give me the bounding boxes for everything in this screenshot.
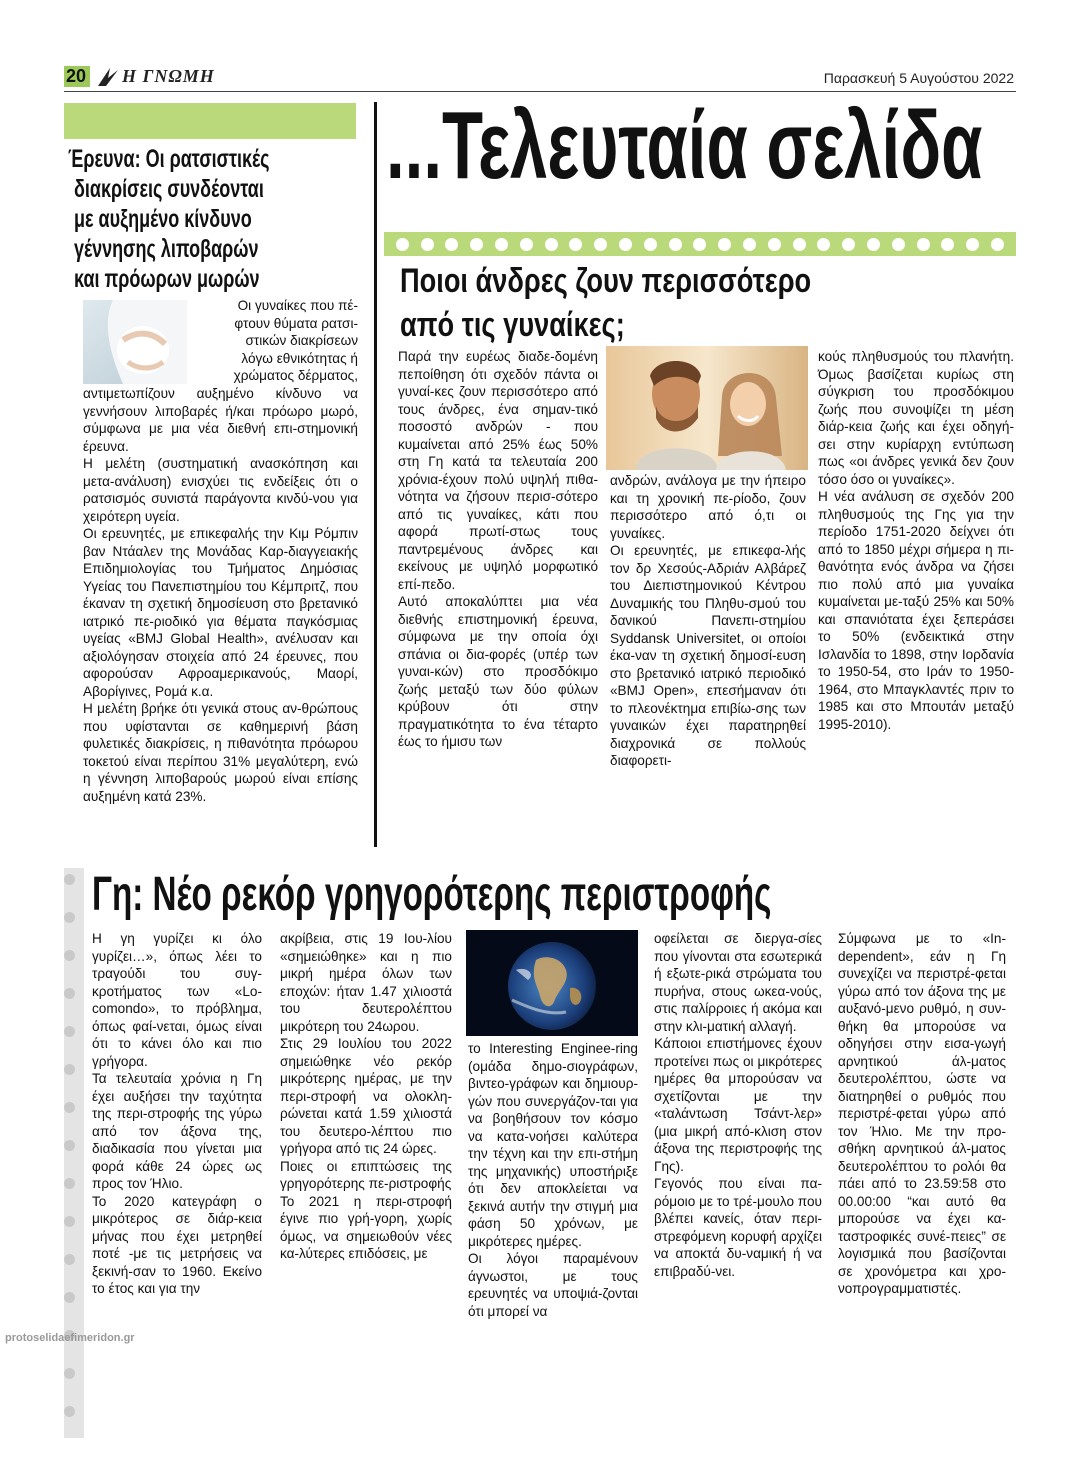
pregnant-woman-photo <box>83 300 187 384</box>
section-title: ...Τελευταία σελίδα <box>386 92 983 199</box>
paragraph: Το 2020 κατεγράφη ο μικρότερος σε διάρ-κεια μήνας που έχει μετρηθεί ποτέ -με τις μετρήσεις να ξεκινή-σαν το 1960. Εκείνο το έτος και για την <box>92 1193 262 1296</box>
left-article-green-bar <box>64 103 356 139</box>
paragraph: Οι ερευνητές, με επικεφαλής την Κιμ Ρόμπιν βαν Ντάαλεν της Μονάδας Καρ-διαγγειακής Επιδημιολογίας του Τμήματος Δημόσιας Υγείας του Πανεπιστημίου του Κέμπριτζ, που έκαναν τη σχετική δημοσίευση στο βρετανικό ιατρικό πε-ριοδικό για θέματα παγκόσμιας υγείας «BMJ Global Health», ανέλυσαν και αξιολόγησαν στοιχεία από 24 έρευνες, που αφορούσαν Αφροαμερικανούς, Μαορί, Αβορίγινες, Ρομά κ.α. <box>83 526 358 699</box>
paragraph: Στις 29 Ιουλίου του 2022 σημειώθηκε νέο ρεκόρ μικρότερης ημέρας, με την περι-στροφή να ολοκλη-ρώνεται κατά 1.59 χιλιοστά του δευτερο-λέπτου πιο γρήγορα από τις 24 ώρες. <box>280 1036 452 1156</box>
paragraph: Οι ερευνητές, με επικεφα-λής τον δρ Χεσούς-Αδριάν Αλβάρεζ του Διεπιστημονικού Κέντρου Δυναμικής του Πληθυ-σμού του δανικού Πανεπι-στημίου Syddansk Universitet, οι οποίοι έκα-ναν τη σχετική δημοσί-ευση στο βρετανικό ιατρικό περιοδικό «BMJ Open», επεσήμαναν ότι το πλεονέκτημα επιβίω-σης των γυναικών έχει παρατηρηθεί διαχρονικά σε πολλούς διαφορετι- <box>610 543 806 768</box>
paragraph: Παρά την ευρέως διαδε-δομένη πεποίθηση ότι σχεδόν πάντα οι γυναί-κες ζουν περισσότερο από τους άνδρες, ένα σημαν-τικό ποσοστό ανδρών - που κυμαίνεται από 25% έως 50% στη Γη κατά τα τελευταία 200 χρόνια-έχουν πολύ υψηλή πιθα-νότητα να ζήσουν περισ-σότερο από τις γυναίκες, κάτι που αφορά πρωτί-στως τους παντρεμένους άνδρες και εκείνους με υψηλό μορφωτικό επί-πεδο. <box>398 349 598 592</box>
intro-line: χρώματος δέρματος, <box>233 368 358 383</box>
page-number: 20 <box>66 66 87 86</box>
paragraph: Αυτό αποκαλύπτει μια νέα διεθνής επιστημονική έρευνα, σύμφωνα με την οποία όχι σπάνια οι δια-φορές (υπέρ των γυναι-κών) στο προσδόκιμο ζωής μεταξύ των δύο φύλων κρύβουν ότι στην πραγματικότητα το ένα τέταρτο έως το ήμισυ των <box>398 594 598 749</box>
paper-name: Η ΓΝΩΜΗ <box>122 66 215 86</box>
earth-article-col5 <box>838 930 1006 1298</box>
earth-article-col3 <box>468 1040 638 1320</box>
intro-line: στικών διακρίσεων <box>245 333 358 348</box>
intro-line: φτουν θύματα ρατσι- <box>234 315 358 331</box>
paragraph: αντιμετωπίζουν αυξημένο κίνδυνο να γεννήσουν λιποβαρές ή/και πρόωρο μωρό, σύμφωνα με μια νέα διεθνή επι-στημονική έρευνα. <box>83 386 358 454</box>
column-divider <box>374 102 377 847</box>
paragraph: Σύμφωνα με το «In-dependent», εάν η Γη συνεχίζει να περιστρέ-φεται γύρω από τον άξονα της με αυξανό-μενο ρυθμό, η συν-θήκη θα μπορούσε να οδηγήσει στην εισα-γωγή αρνητικού άλ-ματος δευτερολέπτου, ώστε να διατηρηθεί ο ρυθμός που περιστρέ-φεται γύρω από τον Ήλιο. Με την προ-σθήκη αρνητικού άλ-ματος δευτερολέπτου το ρολόι θα πάει από το 23.59:58 στο 00.00:00 “και αυτό θα μπορούσε να έχει κα-ταστροφικές συνέ-πειες” σε λογισμικά που βασίζονται σε χρονόμετρα και χρο-νοπρογραμματιστές. <box>838 931 1006 1296</box>
men-article-col2 <box>610 472 806 770</box>
header-date: Παρασκευή 5 Αυγούστου 2022 <box>823 70 1014 86</box>
paragraph: ακρίβεια, στις 19 Ιου-λίου «σημειώθηκε» και η πιο μικρή ημέρα όλων των εποχών: ήταν 1.47 χιλιοστά του δευτερολέπτου μικρότερη του 24ωρου. <box>280 931 452 1034</box>
paragraph: Η μελέτη (συστηματική ανασκόπηση και μετα-ανάλυση) ενισχύει τις ενδείξεις ότι ο ρατσισμός συνιστά παράγοντα κινδύ-νου για χειρότερη υγεία. <box>83 456 358 524</box>
left-title-line: Έρευνα: Οι ρατσιστικές <box>68 145 270 173</box>
paragraph: Η μελέτη βρήκε ότι γενικά στους αν-θρώπους που υφίστανται σε καθημερινή βάση φυλετικές διακρίσεις, η πιθανότητα πρόωρου τοκετού είναι περίπου 31% μεγαλύτερη, ενώ η γέννηση λιποβαρούς μωρού είναι επίσης αυξημένη κατά 23%. <box>83 701 358 804</box>
left-title-line: και πρόωρων μωρών <box>74 265 260 293</box>
paragraph: Γεγονός που είναι πα-ρόμοιο με το τρέ-μουλο που βλέπει κανείς, όταν περι-στρεφόμενη κορυφή αρχίζει να αποκτά δυ-ναμική ή να επιβραδύ-νει. <box>654 1176 822 1279</box>
watermark: protoselidaefimeridon.gr <box>5 1332 135 1344</box>
left-article-body <box>83 385 358 805</box>
paragraph: ανδρών, ανάλογα με την ήπειρο και τη χρονική πε-ρίοδο, ζουν περισσότερο από ό,τι οι γυναίκες. <box>610 473 806 541</box>
paragraph: Το 2021 η περι-στροφή έγινε πιο γρή-γορη, χωρίς όμως, να σημειωθούν νέες κα-λύτερες επιδόσεις, με <box>280 1193 452 1261</box>
left-title-line: γέννησης λιποβαρών <box>74 235 259 263</box>
intro-line: λόγω εθνικότητας ή <box>241 350 358 366</box>
paragraph: Η γη γυρίζει κι όλο γυρίζει…», όπως λέει το τραγούδι του συγ-κροτήματος των «Lo-comondo», το πρόβλημα, όπως φαί-νεται, όμως είναι ότι το κάνει όλο και πιο γρήγορα. <box>92 931 262 1069</box>
men-article-title-line2: από τις γυναίκες; <box>400 306 625 344</box>
left-title-line: με αυξημένο κίνδυνο <box>74 205 252 233</box>
paragraph: Τα τελευταία χρόνια η Γη έχει αυξήσει την ταχύτητα της περι-στροφής της γύρω από τον άξονα της, διαδικασία που γίνεται μια φορά κάθε 24 ώρες ως προς τον Ήλιο. <box>92 1071 262 1191</box>
intro-line: Οι γυναίκες που πέ- <box>237 298 358 313</box>
paper-logo-icon <box>96 64 120 88</box>
couple-photo <box>606 346 808 470</box>
earth-article-title: Γη: Νέο ρεκόρ γρηγορότερης περιστροφής <box>92 868 772 921</box>
paragraph: Η νέα ανάλυση σε σχεδόν 200 πληθυσμούς της Γης για την περίοδο 1751-2020 δείχνει ότι από το 1850 μέχρι σήμερα η πι-θανότητα ενός άνδρα να ζήσει πιο πολύ από μια γυναίκα κυμαίνεται με-ταξύ 25% και 50% και σπανιότατα έχει ξεπεράσει το 50% (ενδεικτικά στην Ισλανδία το 1898, στην Ιορδανία το 1950-54, στο Ιράν το 1950-1964, στο Μπαγκλαντές πριν το 1985 και στο Μπουτάν μεταξύ 1995-2010). <box>818 489 1014 732</box>
left-title-line: διακρίσεις συνδέονται <box>74 175 264 203</box>
men-article-col3 <box>818 348 1014 733</box>
paragraph: Οι λόγοι παραμένουν άγνωστοι, με τους ερευνητές να υποψιά-ζονται ότι μπορεί να <box>468 1251 638 1319</box>
men-article-title-line1: Ποιοι άνδρες ζουν περισσότερο <box>400 262 812 300</box>
paragraph: κούς πληθυσμούς του πλανήτη. Όμως βασίζεται κυρίως στη σύγκριση του προσδόκιμου ζωής που συνοψίζει τη μέση διάρ-κεια ζωής και έχει οδηγή-σει στην κυρίαρχη εντύπωση πως «οι άνδρες γενικά δεν ζουν τόσο όσο οι γυναίκες». <box>818 349 1014 487</box>
earth-article-col2 <box>280 930 452 1263</box>
left-gear-strip <box>64 868 84 1438</box>
earth-article-col4 <box>654 930 822 1280</box>
paragraph: Κάποιοι επιστήμονες έχουν προτείνει πως οι μικρότερες ημέρες θα μπορούσαν να σχετίζονται με την «ταλάντωση Τσάντ-λερ» (μια μικρή από-κλιση στον άξονα της περιστροφής της Γης). <box>654 1036 822 1174</box>
paragraph: το Interesting Enginee-ring (ομάδα δημο-σιογράφων, βιντεο-γράφων και δημιουρ-γών που συνεργάζον-ται για να βοηθήσουν τον κόσμο να κατα-νοήσει καλύτερα την τέχνη και την επι-στήμη της μηχανικής) υποστήριξε ότι δεν αποκλείεται να ξεκινά αυτήν την στιγμή μια φάση 50 χρόνων, με μικρότερες ημέρες. <box>468 1041 638 1249</box>
dotted-band <box>384 232 1016 256</box>
earth-photo <box>466 930 638 1036</box>
left-article-intro <box>190 297 358 385</box>
men-article-col1 <box>398 348 598 751</box>
earth-article-col1 <box>92 930 262 1298</box>
paragraph: οφείλεται σε διεργα-σίες που γίνονται στα εσωτερικά ή εξωτε-ρικά στρώματα του πυρήνα, στους ωκεα-νούς, στις παλίρροιες ή ακόμα και στην κλι-ματική αλλαγή. <box>654 931 822 1034</box>
paragraph: Ποιες οι επιπτώσεις της γρηγορότερης πε-ριστροφής <box>280 1158 452 1191</box>
left-article-title <box>64 144 360 294</box>
